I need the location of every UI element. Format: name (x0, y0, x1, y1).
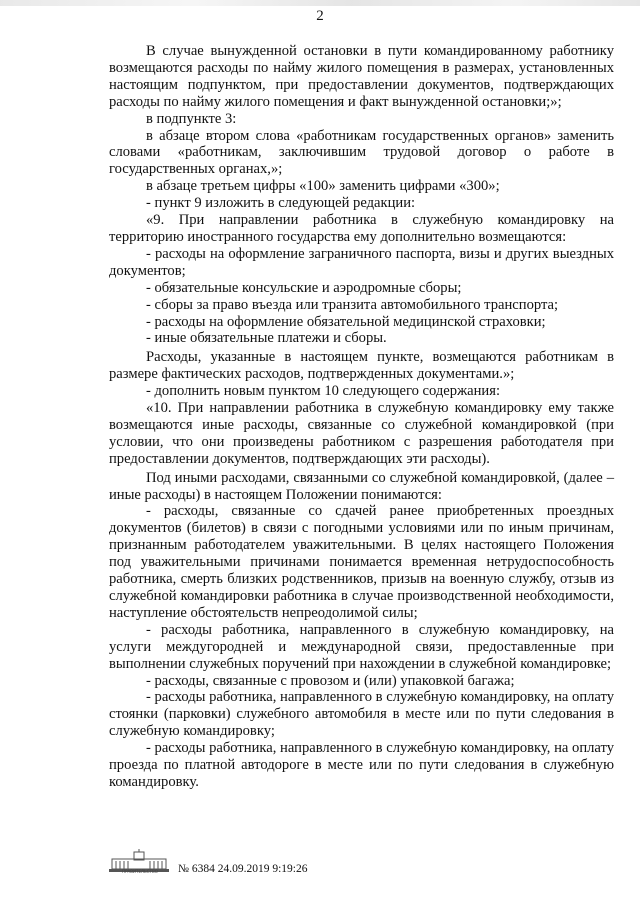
paragraph-point-9-intro: - пункт 9 изложить в следующей редакции: (146, 195, 416, 212)
list-item-other-payments: - иные обязательные платежи и сборы. (146, 330, 387, 347)
paragraph-reimbursement: Расходы, указанные в настоящем пункте, возмещаются работникам в размере фактических расходов, подтвержденных документами.»; (109, 349, 614, 383)
page-number: 2 (316, 8, 324, 24)
logo-caption: ПРАВИТЕЛЬСТВО (122, 869, 158, 874)
list-item-baggage: - расходы, связанные с провозом и (или) упаковкой багажа; (146, 672, 515, 689)
list-item-toll-road: - расходы работника, направленного в служебную командировку, на оплату проезда по платной автодороге в месте или по пути следования в служебную командировку. (109, 740, 614, 790)
list-item-consular-fees: - обязательные консульские и аэродромные сборы; (146, 279, 462, 296)
paragraph-subpoint-3: в подпункте 3: (146, 110, 237, 127)
list-item-transit-fees: - сборы за право въезда или транзита автомобильного транспорта; (146, 296, 559, 313)
registration-stamp: № 6384 24.09.2019 9:19:26 (178, 863, 308, 875)
paragraph-point-10-intro: - дополнить новым пунктом 10 следующего содержания: (146, 383, 501, 400)
paragraph-second-abzac: в абзаце втором слова «работникам государственных органов» заменить словами «работникам, заключившим трудовой договор о работе в государственных органах,»; (109, 127, 614, 178)
government-building-logo-icon (108, 849, 170, 879)
list-item-communication: - расходы работника, направленного в служебную командировку, на услуги междугородней и международной связи, предоставленные при выполнении служебных поручений при нахождении в служебной командировке; (109, 621, 614, 672)
list-item-parking: - расходы работника, направленного в служебную командировку, на оплату стоянки (парковки) служебного автомобиля в месте или по пути следования в служебную командировку; (109, 689, 614, 740)
scan-edge-artifact (0, 0, 640, 6)
paragraph-forced-stop: В случае вынужденной остановки в пути командированному работнику возмещаются расходы по найму жилого помещения в размерах, установленных настоящим подпунктом, при предоставлении документов, подтверждающих расходы по найму жилого помещения и факт вынужденной остановки;»; (109, 43, 614, 110)
list-item-passport-visa: - расходы на оформление заграничного паспорта, визы и других выездных документов; (109, 245, 614, 279)
list-item-medical-insurance: - расходы на оформление обязательной медицинской страховки; (146, 313, 546, 330)
document-body (109, 43, 614, 791)
paragraph-third-abzac: в абзаце третьем цифры «100» заменить цифрами «300»; (146, 178, 500, 195)
list-item-ticket-return: - расходы, связанные со сдачей ранее приобретенных проездных документов (билетов) в связи с погодными условиями или по иным причинам, признанным работодателем уважительными. В целях настоящего Положения под уважительными причинами понимается временная нетрудоспособность работника, смерть близких родственников, призыв на военную службу, отзыв из служебной командировки работника в случае производственной необходимости, наступление обстоятельств непреодолимой силы; (109, 503, 614, 621)
paragraph-point-9: «9. При направлении работника в служебную командировку на территорию иностранного государства ему дополнительно возмещаются: (109, 212, 614, 245)
paragraph-other-expenses: Под иными расходами, связанными со служебной командировкой, (далее – иные расходы) в настоящем Положении понимаются: (109, 469, 614, 503)
paragraph-point-10: «10. При направлении работника в служебную командировку ему также возмещаются иные расходы, связанные со служебной командировкой (при условии, что они произведены работником с разрешения работодателя при предоставлении документов, подтверждающих эти расходы). (109, 400, 614, 467)
document-footer (108, 845, 568, 885)
